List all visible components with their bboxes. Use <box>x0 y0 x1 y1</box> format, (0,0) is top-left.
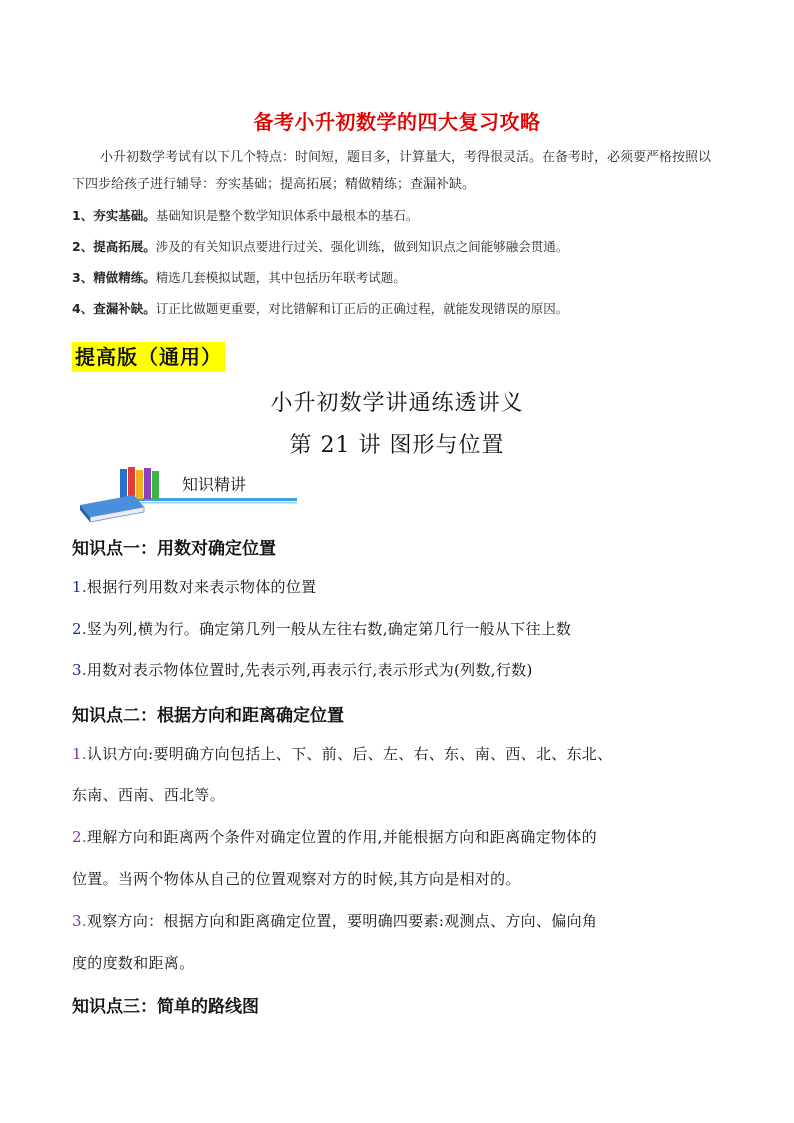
book-spine-icon <box>144 468 151 499</box>
kp1-item <box>72 659 727 680</box>
item-number: 1. <box>72 578 87 596</box>
knowledge-point-1-heading: 知识点一：用数对确定位置 <box>72 539 276 559</box>
step-keyword: 查漏补缺。 <box>93 301 156 316</box>
item-number: 3. <box>72 912 87 930</box>
step-keyword: 提高拓展。 <box>93 239 156 254</box>
knowledge-point-3-heading: 知识点三：简单的路线图 <box>72 997 259 1017</box>
step-text: 精选几套模拟试题，其中包括历年联考试题。 <box>155 270 406 285</box>
step-text: 基础知识是整个数学知识体系中最根本的基石。 <box>155 208 419 223</box>
handout-title: 小升初数学讲通练透讲义 <box>270 391 524 416</box>
step-keyword: 夯实基础。 <box>93 208 156 223</box>
step-text: 订正比做题更重要，对比错解和订正后的正确过程，就能发现错误的原因。 <box>155 301 569 316</box>
item-text: 用数对表示物体位置时,先表示列,再表示行,表示形式为(列数,行数) <box>86 661 533 679</box>
step-text: 涉及的有关知识点要进行过关、强化训练，做到知识点之间能够融会贯通。 <box>155 239 569 254</box>
step-item <box>72 205 722 236</box>
knowledge-point-2-heading: 知识点二：根据方向和距离确定位置 <box>72 706 344 726</box>
item-text: 根据行列用数对来表示物体的位置 <box>86 578 317 596</box>
edition-badge: 提高版（通用） <box>72 342 225 372</box>
step-keyword: 精做精练。 <box>93 270 156 285</box>
kp2-item <box>72 743 727 764</box>
main-title: 备考小升初数学的四大复习攻略 <box>253 110 541 134</box>
intro-text: 小升初数学考试有以下几个特点：时间短，题目多，计算量大，考得很灵活。在备考时，必须要严格按照以下四步给孩子进行辅导：夯实基础；提高拓展；精做精练；查漏补缺。 <box>72 150 712 192</box>
item-number: 1. <box>72 745 87 763</box>
book-spine-icon <box>136 470 143 499</box>
step-number: 2、 <box>72 239 94 254</box>
step-number: 1、 <box>72 208 94 223</box>
kp2-item-continued: 东南、西南、西北等。 <box>72 786 226 804</box>
kp1-item <box>72 618 727 639</box>
item-text: 观察方向：根据方向和距离确定位置，要明确四要素:观测点、方向、偏向角 <box>86 912 598 930</box>
item-text: 认识方向:要明确方向包括上、下、前、后、左、右、东、南、西、北、东北、 <box>86 745 613 763</box>
item-text: 竖为列,横为行。确定第几列一般从左往右数,确定第几行一般从下往上数 <box>86 620 572 638</box>
book-spine-icon <box>128 467 135 499</box>
lesson-title: 第 21 讲 图形与位置 <box>289 433 505 458</box>
step-number: 3、 <box>72 270 94 285</box>
kp2-item-continued: 度的度数和距离。 <box>72 954 195 972</box>
banner-underline-light <box>132 502 297 504</box>
item-number: 3. <box>72 661 87 679</box>
item-number: 2. <box>72 620 87 638</box>
step-item <box>72 267 722 298</box>
step-item <box>72 298 722 329</box>
item-number: 2. <box>72 828 87 846</box>
book-spine-icon <box>152 471 159 499</box>
step-number: 4、 <box>72 301 94 316</box>
book-spine-icon <box>120 469 127 499</box>
kp2-item-continued: 位置。当两个物体从自己的位置观察对方的时候,其方向是相对的。 <box>72 870 521 888</box>
review-steps <box>72 205 722 329</box>
step-item <box>72 236 722 267</box>
kp1-item <box>72 576 727 597</box>
banner-label: 知识精讲 <box>182 475 247 494</box>
item-text: 理解方向和距离两个条件对确定位置的作用,并能根据方向和距离确定物体的 <box>86 828 597 846</box>
intro-paragraph <box>72 144 722 198</box>
kp2-item <box>72 910 727 931</box>
kp2-item <box>72 826 727 847</box>
